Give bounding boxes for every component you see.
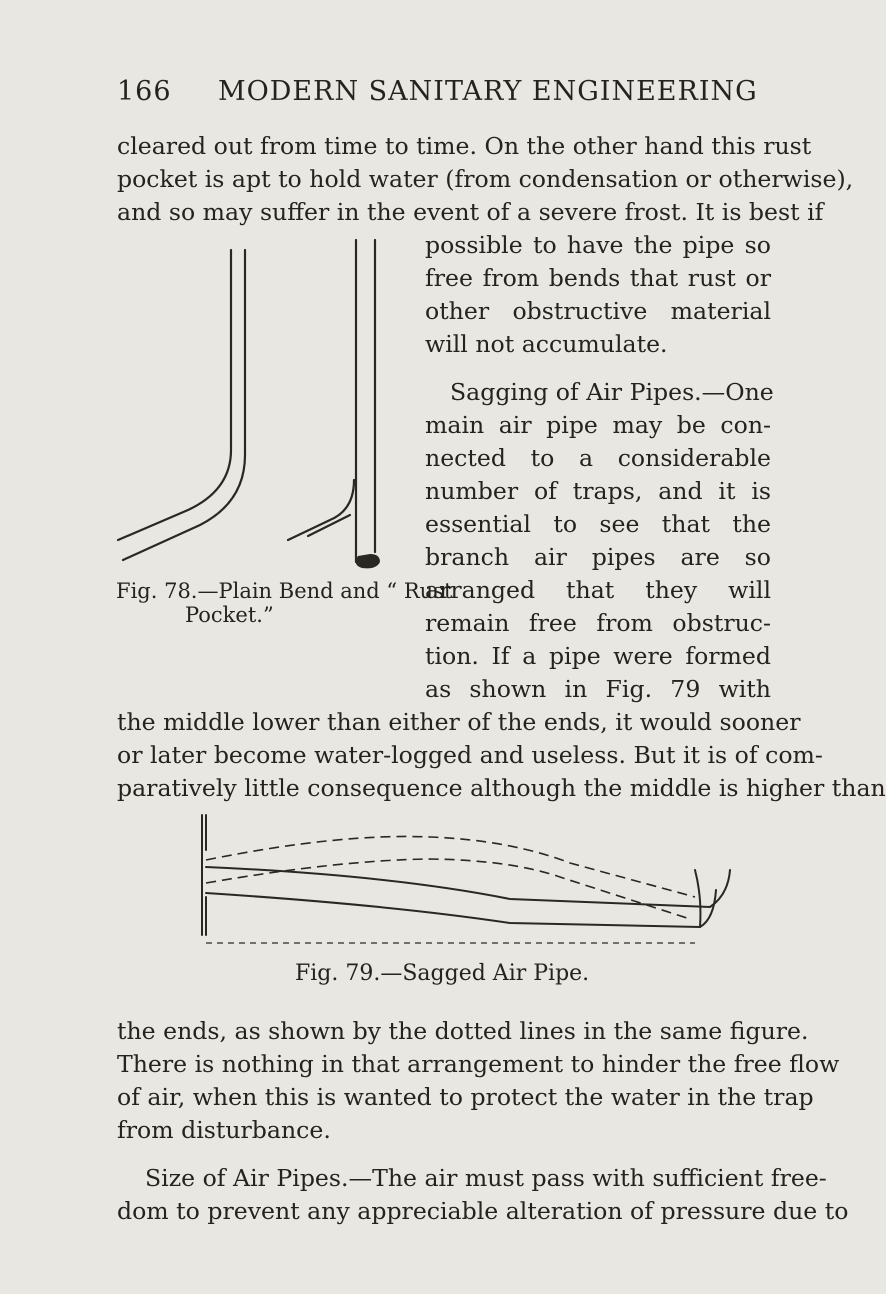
fig78-caption-line2: Pocket.” xyxy=(185,603,274,627)
fig78-caption-line1: Fig. 78.—Plain Bend and “ Rust xyxy=(116,579,453,603)
text-line: essential to see that the xyxy=(425,510,771,538)
page-number: 166 xyxy=(117,76,172,107)
text-line: the ends, as shown by the dotted lines in the same figure. xyxy=(117,1017,809,1045)
text-line: dom to prevent any appreciable alteration of pressure due to xyxy=(117,1197,849,1225)
text-line: and so may suffer in the event of a severe frost. It is best if xyxy=(117,198,824,226)
section-heading-sagging: Sagging of Air Pipes.—One xyxy=(450,378,774,406)
text-line: pocket is apt to hold water (from condensation or otherwise), xyxy=(117,165,854,193)
text-line: nected to a considerable xyxy=(425,444,771,472)
text-line: or later become water-logged and useless. But it is of com- xyxy=(117,741,823,769)
text-line: will not accumulate. xyxy=(425,330,668,358)
text-line: There is nothing in that arrangement to hinder the free flow xyxy=(117,1050,840,1078)
fig79-sagged-pipe-illustration xyxy=(190,815,735,943)
text-line: tion. If a pipe were formed xyxy=(425,642,771,670)
text-line: number of traps, and it is xyxy=(425,477,771,505)
text-line: arranged that they will xyxy=(425,576,771,604)
text-line: free from bends that rust or xyxy=(425,264,771,292)
text-line: the middle lower than either of the ends, it would sooner xyxy=(117,708,801,736)
section-heading-size: Size of Air Pipes.—The air must pass with sufficient free- xyxy=(145,1164,827,1192)
page-header xyxy=(117,76,758,116)
text-line: other obstructive material xyxy=(425,297,771,325)
text-line: paratively little consequence although the middle is higher than xyxy=(117,774,886,802)
fig79-caption: Fig. 79.—Sagged Air Pipe. xyxy=(295,961,590,986)
text-line: remain free from obstruc- xyxy=(425,609,771,637)
text-line: cleared out from time to time. On the other hand this rust xyxy=(117,132,812,160)
text-line: branch air pipes are so xyxy=(425,543,771,571)
running-title: MODERN SANITARY ENGINEERING xyxy=(218,76,758,107)
text-line: as shown in Fig. 79 with xyxy=(425,675,771,703)
text-line: main air pipe may be con- xyxy=(425,411,771,439)
fig78-plain-bend-illustration xyxy=(118,240,418,570)
text-line: possible to have the pipe so xyxy=(425,231,771,259)
text-line: of air, when this is wanted to protect the water in the trap xyxy=(117,1083,814,1111)
text-line: from disturbance. xyxy=(117,1116,331,1144)
